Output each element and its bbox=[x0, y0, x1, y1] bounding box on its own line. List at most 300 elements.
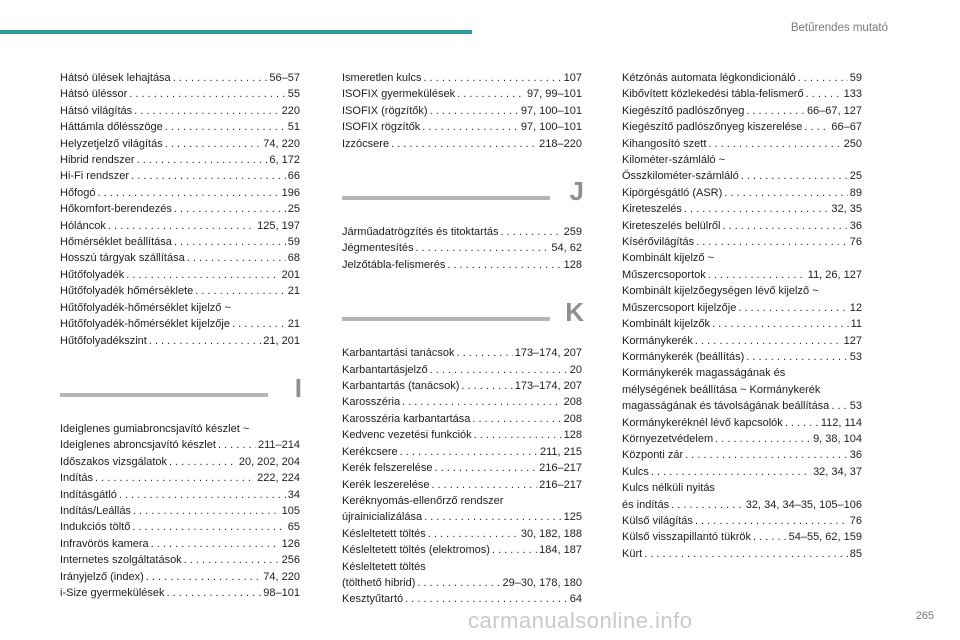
entry-pages: 55 bbox=[287, 88, 300, 101]
index-entry bbox=[60, 201, 300, 217]
dot-leader bbox=[684, 201, 829, 217]
entry-term: Műszercsoportok bbox=[622, 268, 706, 281]
section-letter: I bbox=[294, 372, 302, 403]
index-entry bbox=[60, 454, 300, 470]
entry-pages: 32, 35 bbox=[831, 203, 862, 216]
entry-term: Központi zár bbox=[622, 449, 684, 462]
dot-leader bbox=[195, 283, 285, 299]
dot-leader bbox=[174, 201, 286, 217]
index-entry bbox=[60, 234, 300, 250]
entry-term: Kormánykeréknél lévő kapcsolók bbox=[622, 416, 783, 429]
entry-term: magasságának és távolságának beállítása bbox=[622, 400, 830, 413]
index-entry bbox=[622, 333, 862, 349]
entry-term: Hőmérséklet beállítása bbox=[60, 236, 172, 249]
entry-pages: 125, 197 bbox=[257, 219, 300, 232]
entry-term: ISOFIX rögzítők bbox=[342, 121, 421, 134]
dot-leader bbox=[165, 136, 262, 152]
dot-leader bbox=[423, 70, 561, 86]
entry-pages: 9, 38, 104 bbox=[813, 432, 862, 445]
dot-leader bbox=[218, 437, 256, 453]
entry-pages: 250 bbox=[843, 137, 862, 150]
page-number: 265 bbox=[915, 610, 934, 622]
entry-pages: 85 bbox=[849, 547, 862, 560]
index-entry bbox=[342, 411, 582, 427]
dot-leader bbox=[151, 536, 280, 552]
entry-term: újrainicializálása bbox=[342, 511, 423, 524]
dot-leader bbox=[131, 168, 286, 184]
entry-pages: 30, 182, 188 bbox=[520, 527, 582, 540]
entry-pages: 21, 201 bbox=[263, 334, 300, 347]
index-entry bbox=[342, 575, 582, 591]
dot-leader bbox=[134, 103, 279, 119]
entry-pages: 173–174, 207 bbox=[514, 347, 582, 360]
index-entry bbox=[622, 349, 862, 365]
entry-pages: 256 bbox=[281, 554, 300, 567]
entry-pages: 127 bbox=[843, 334, 862, 347]
dot-leader bbox=[741, 168, 848, 184]
dot-leader bbox=[708, 267, 806, 283]
dot-leader bbox=[430, 362, 568, 378]
index-entry bbox=[622, 103, 862, 119]
entry-pages: 128 bbox=[563, 429, 582, 442]
dot-leader bbox=[746, 103, 805, 119]
entry-pages: 128 bbox=[563, 258, 582, 271]
entry-term: Kerékcsere bbox=[342, 445, 398, 458]
entry-pages: 107 bbox=[563, 72, 582, 84]
index-entry bbox=[622, 464, 862, 480]
entry-term: (tölthető hibrid) bbox=[342, 576, 416, 589]
entry-pages: 211, 215 bbox=[539, 445, 582, 458]
entry-term: Jelzőtábla-felismerés bbox=[342, 258, 446, 271]
entry-term: Kormánykerék (beállítás) bbox=[622, 350, 745, 363]
entry-pages: 12 bbox=[849, 301, 862, 314]
dot-leader bbox=[428, 526, 519, 542]
entry-pages: 216–217 bbox=[539, 478, 582, 491]
entry-term: Műszercsoport kijelzője bbox=[622, 301, 737, 314]
entry-pages: 105 bbox=[281, 504, 300, 517]
index-entry bbox=[60, 585, 300, 601]
dot-leader bbox=[722, 218, 847, 234]
entry-pages: 36 bbox=[849, 219, 862, 232]
entry-term: Hi-Fi rendszer bbox=[60, 170, 130, 183]
dot-leader bbox=[831, 398, 847, 414]
entry-term: Karbantartás (tanácsok) bbox=[342, 380, 460, 393]
index-entry bbox=[622, 497, 862, 513]
entry-term: Hűtőfolyadékszint bbox=[60, 334, 147, 347]
index-entry bbox=[622, 480, 862, 496]
entry-term: Késleltetett töltés bbox=[342, 527, 426, 540]
dot-leader bbox=[133, 503, 280, 519]
entry-pages: 36 bbox=[849, 449, 862, 462]
dot-leader bbox=[712, 316, 849, 332]
entry-term: Hűtőfolyadék-hőmérséklet kijelző ~ bbox=[60, 301, 231, 314]
index-entry bbox=[60, 168, 300, 184]
dot-leader bbox=[738, 300, 847, 316]
entry-pages: 54–55, 62, 159 bbox=[788, 531, 862, 544]
index-entry bbox=[60, 333, 300, 349]
entry-pages: 66 bbox=[287, 170, 300, 183]
dot-leader bbox=[715, 431, 811, 447]
index-entry bbox=[342, 136, 582, 152]
index-entry bbox=[60, 316, 300, 332]
entry-term: Ideiglenes abroncsjavító készlet bbox=[60, 439, 216, 452]
entry-term: Indítás/Leállás bbox=[60, 504, 131, 517]
index-entry bbox=[342, 493, 582, 509]
index-entry bbox=[342, 362, 582, 378]
index-entry bbox=[342, 103, 582, 119]
entry-term: Kormánykerék magasságának és bbox=[622, 367, 786, 380]
section-divider bbox=[60, 365, 300, 415]
dot-leader bbox=[671, 497, 744, 513]
dot-leader bbox=[95, 470, 255, 486]
index-entry bbox=[622, 529, 862, 545]
dot-leader bbox=[746, 349, 847, 365]
dot-leader bbox=[405, 591, 568, 607]
entry-pages: 68 bbox=[287, 252, 300, 265]
index-column-3 bbox=[622, 70, 862, 562]
entry-term: ISOFIX gyermekülések bbox=[342, 88, 456, 101]
section-divider bbox=[342, 168, 582, 218]
entry-term: Karbantartásjelző bbox=[342, 363, 428, 376]
index-entry bbox=[60, 519, 300, 535]
entry-term: Kihangosító szett bbox=[622, 137, 707, 150]
index-entry bbox=[60, 503, 300, 519]
index-entry bbox=[60, 437, 300, 453]
entry-term: Izzócsere bbox=[342, 137, 390, 150]
entry-pages: 97, 99–101 bbox=[526, 88, 582, 101]
entry-term: Kilométer-számláló ~ bbox=[622, 154, 726, 167]
running-head-title: Betűrendes mutató bbox=[790, 22, 888, 34]
index-entry bbox=[60, 250, 300, 266]
index-entry bbox=[60, 470, 300, 486]
entry-pages: 25 bbox=[287, 203, 300, 216]
section-divider bbox=[342, 289, 582, 339]
dot-leader bbox=[461, 378, 512, 394]
entry-term: Hőfogó bbox=[60, 186, 96, 199]
dot-leader bbox=[132, 519, 285, 535]
index-column-1 bbox=[60, 70, 300, 601]
dot-leader bbox=[753, 529, 787, 545]
entry-pages: 51 bbox=[287, 121, 300, 134]
header-accent-bar bbox=[0, 30, 472, 34]
entry-pages: 21 bbox=[287, 318, 300, 331]
entry-term: Helyzetjelző világítás bbox=[60, 137, 163, 150]
index-column-2 bbox=[342, 70, 582, 608]
dot-leader bbox=[457, 86, 525, 102]
dot-leader bbox=[435, 460, 538, 476]
index-entry bbox=[342, 345, 582, 361]
dot-leader bbox=[806, 86, 842, 102]
index-entry bbox=[342, 224, 582, 240]
index-entry bbox=[622, 513, 862, 529]
entry-pages: 11 bbox=[850, 318, 862, 331]
entry-term: Kipörgésgátló (ASR) bbox=[622, 186, 723, 199]
entry-term: Hűtőfolyadék-hőmérséklet kijelzője bbox=[60, 318, 230, 331]
dot-leader bbox=[184, 552, 280, 568]
index-entry bbox=[342, 257, 582, 273]
entry-pages: 222, 224 bbox=[257, 472, 300, 485]
entry-pages: 66–67 bbox=[831, 121, 862, 134]
index-entry bbox=[60, 552, 300, 568]
dot-leader bbox=[708, 136, 841, 152]
dot-leader bbox=[474, 427, 562, 443]
entry-pages: 25 bbox=[849, 170, 862, 183]
entry-term: Hátsó világítás bbox=[60, 104, 133, 117]
index-entry bbox=[622, 447, 862, 463]
index-entry bbox=[622, 86, 862, 102]
entry-pages: 20, 202, 204 bbox=[238, 455, 300, 468]
dot-leader bbox=[447, 257, 561, 273]
index-entry bbox=[622, 250, 862, 266]
entry-term: Kísérővilágítás bbox=[622, 236, 695, 249]
entry-term: Hosszú tárgyak szállítása bbox=[60, 252, 185, 265]
dot-leader bbox=[137, 152, 268, 168]
dot-leader bbox=[685, 447, 848, 463]
dot-leader bbox=[165, 119, 286, 135]
dot-leader bbox=[402, 394, 562, 410]
entry-term: Keréknyomás-ellenőrző rendszer bbox=[342, 494, 504, 507]
entry-term: Karosszéria bbox=[342, 396, 401, 409]
entry-pages: 59 bbox=[849, 72, 862, 84]
entry-term: Jégmentesítés bbox=[342, 242, 414, 255]
entry-term: Késleltetett töltés (elektromos) bbox=[342, 544, 490, 557]
entry-term: i-Size gyermekülések bbox=[60, 586, 165, 599]
index-entry bbox=[622, 218, 862, 234]
index-entry bbox=[60, 569, 300, 585]
dot-leader bbox=[695, 333, 842, 349]
dot-leader bbox=[695, 513, 848, 529]
entry-pages: 126 bbox=[281, 537, 300, 550]
entry-term: Kulcs nélküli nyitás bbox=[622, 482, 715, 495]
dot-leader bbox=[149, 333, 261, 349]
entry-term: Irányjelző (index) bbox=[60, 570, 144, 583]
index-entry bbox=[342, 427, 582, 443]
entry-term: Kerék leszerelése bbox=[342, 478, 430, 491]
entry-term: Járműadatrögzítés és titoktartás bbox=[342, 226, 499, 239]
entry-term: Kesztyűtartó bbox=[342, 593, 404, 606]
index-entry bbox=[342, 591, 582, 607]
entry-term: Hibrid rendszer bbox=[60, 154, 135, 167]
section-rule bbox=[342, 317, 550, 321]
index-entry bbox=[342, 509, 582, 525]
dot-leader bbox=[430, 103, 519, 119]
entry-term: Hátsó ülések lehajtása bbox=[60, 72, 171, 84]
dot-leader bbox=[169, 454, 237, 470]
section-letter: K bbox=[565, 297, 584, 328]
entry-term: Környezetvédelem bbox=[622, 432, 714, 445]
index-entry bbox=[60, 536, 300, 552]
dot-leader bbox=[391, 136, 537, 152]
index-entry bbox=[622, 283, 862, 299]
dot-leader bbox=[501, 224, 562, 240]
index-entry bbox=[60, 283, 300, 299]
entry-term: mélységének beállítása ~ Kormánykerék bbox=[622, 383, 821, 396]
entry-term: Időszakos vizsgálatok bbox=[60, 455, 167, 468]
entry-pages: 29–30, 178, 180 bbox=[502, 576, 582, 589]
dot-leader bbox=[644, 546, 848, 562]
entry-term: Hőkomfort-berendezés bbox=[60, 203, 172, 216]
entry-term: Ideiglenes gumiabroncsjavító készlet ~ bbox=[60, 422, 250, 435]
entry-term: Kireteszelés belülről bbox=[622, 219, 721, 232]
entry-term: Kombinált kijelzőegységen lévő kijelző ~ bbox=[622, 285, 819, 298]
entry-term: Kürt bbox=[622, 547, 643, 560]
entry-term: Kibővített közlekedési tábla-felismerő bbox=[622, 88, 804, 101]
index-entry bbox=[622, 136, 862, 152]
entry-term: Hátsó üléssor bbox=[60, 88, 128, 101]
entry-pages: 6, 172 bbox=[269, 154, 300, 167]
index-entry bbox=[60, 487, 300, 503]
entry-term: Összkilométer-számláló bbox=[622, 170, 739, 183]
entry-pages: 218–220 bbox=[539, 137, 582, 150]
index-entry bbox=[622, 546, 862, 562]
entry-term: Kedvenc vezetési funkciók bbox=[342, 429, 472, 442]
entry-pages: 112, 114 bbox=[820, 416, 862, 429]
entry-pages: 65 bbox=[287, 521, 300, 534]
index-entry bbox=[622, 431, 862, 447]
index-entry bbox=[342, 394, 582, 410]
entry-term: Kireteszelés bbox=[622, 203, 682, 216]
dot-leader bbox=[651, 464, 811, 480]
index-entry bbox=[342, 240, 582, 256]
entry-term: Infravörös kamera bbox=[60, 537, 149, 550]
entry-term: Kombinált kijelző ~ bbox=[622, 252, 715, 265]
entry-term: Hóláncok bbox=[60, 219, 106, 232]
dot-leader bbox=[174, 234, 286, 250]
dot-leader bbox=[804, 119, 829, 135]
entry-pages: 20 bbox=[569, 363, 582, 376]
entry-term: Késleltetett töltés bbox=[342, 560, 426, 573]
dot-leader bbox=[492, 542, 537, 558]
index-entry bbox=[342, 86, 582, 102]
entry-pages: 184, 187 bbox=[539, 544, 582, 557]
entry-pages: 220 bbox=[281, 104, 300, 117]
index-entry bbox=[622, 267, 862, 283]
entry-pages: 53 bbox=[849, 400, 862, 413]
dot-leader bbox=[417, 575, 500, 591]
entry-term: ISOFIX (rögzítők) bbox=[342, 104, 428, 117]
index-entry bbox=[60, 185, 300, 201]
index-entry bbox=[60, 86, 300, 102]
section-rule bbox=[60, 393, 268, 397]
entry-term: Hűtőfolyadék bbox=[60, 268, 125, 281]
entry-term: Kiegészítő padlószőnyeg bbox=[622, 104, 745, 117]
entry-term: Karosszéria karbantartása bbox=[342, 412, 471, 425]
entry-pages: 208 bbox=[563, 412, 582, 425]
entry-term: Indításgátló bbox=[60, 488, 117, 501]
index-entry bbox=[342, 70, 582, 86]
entry-term: Kiegészítő padlószőnyeg kiszerelése bbox=[622, 121, 803, 134]
section-rule bbox=[342, 196, 550, 200]
dot-leader bbox=[119, 487, 286, 503]
dot-leader bbox=[431, 477, 537, 493]
index-entry bbox=[342, 378, 582, 394]
entry-pages: 173–174, 207 bbox=[514, 380, 582, 393]
entry-term: Internetes szolgáltatások bbox=[60, 554, 182, 567]
entry-pages: 21 bbox=[287, 285, 300, 298]
dot-leader bbox=[97, 185, 279, 201]
index-entry bbox=[622, 382, 862, 398]
index-entry bbox=[60, 70, 300, 86]
entry-pages: 211–214 bbox=[257, 439, 300, 452]
index-entry bbox=[60, 218, 300, 234]
index-entry bbox=[622, 398, 862, 414]
section-letter: J bbox=[569, 176, 584, 207]
entry-pages: 56–57 bbox=[269, 72, 300, 84]
index-entry bbox=[622, 152, 862, 168]
index-entry bbox=[342, 559, 582, 575]
entry-term: Kulcs bbox=[622, 465, 649, 478]
entry-pages: 32, 34, 34–35, 105–106 bbox=[745, 498, 862, 511]
entry-pages: 97, 100–101 bbox=[520, 121, 582, 134]
entry-pages: 66–67, 127 bbox=[806, 104, 862, 117]
entry-pages: 53 bbox=[849, 350, 862, 363]
index-entry bbox=[60, 103, 300, 119]
entry-pages: 34 bbox=[287, 488, 300, 501]
index-entry bbox=[342, 477, 582, 493]
entry-term: Hűtőfolyadék hőmérséklete bbox=[60, 285, 194, 298]
index-entry bbox=[622, 119, 862, 135]
watermark-text: carmanualsonline.info bbox=[468, 608, 693, 633]
index-entry bbox=[342, 119, 582, 135]
dot-leader bbox=[167, 585, 262, 601]
entry-term: Háttámla dőlésszöge bbox=[60, 121, 163, 134]
entry-term: Ismeretlen kulcs bbox=[342, 72, 422, 84]
entry-term: Külső visszapillantó tükrök bbox=[622, 531, 752, 544]
dot-leader bbox=[798, 70, 848, 86]
dot-leader bbox=[785, 415, 819, 431]
index-entry bbox=[622, 70, 862, 86]
dot-leader bbox=[146, 569, 262, 585]
dot-leader bbox=[232, 316, 286, 332]
index-entry bbox=[60, 136, 300, 152]
entry-pages: 216–217 bbox=[539, 462, 582, 475]
entry-pages: 259 bbox=[563, 226, 582, 239]
index-entry bbox=[622, 365, 862, 381]
index-entry bbox=[622, 201, 862, 217]
dot-leader bbox=[126, 267, 279, 283]
index-entry bbox=[622, 300, 862, 316]
entry-pages: 74, 220 bbox=[263, 570, 300, 583]
entry-term: Indítás bbox=[60, 472, 94, 485]
entry-pages: 11, 26, 127 bbox=[807, 268, 862, 281]
index-entry bbox=[60, 300, 300, 316]
index-entry bbox=[622, 168, 862, 184]
index-entry bbox=[622, 316, 862, 332]
index-entry bbox=[622, 185, 862, 201]
index-entry bbox=[60, 267, 300, 283]
dot-leader bbox=[472, 411, 561, 427]
entry-pages: 201 bbox=[281, 268, 300, 281]
entry-pages: 54, 62 bbox=[551, 242, 582, 255]
index-entry bbox=[622, 234, 862, 250]
index-entry bbox=[342, 526, 582, 542]
index-entry bbox=[342, 460, 582, 476]
entry-pages: 125 bbox=[563, 511, 582, 524]
entry-pages: 98–101 bbox=[263, 586, 300, 599]
index-entry bbox=[60, 421, 300, 437]
entry-pages: 64 bbox=[569, 593, 582, 606]
entry-term: Kétzónás automata légkondicionáló bbox=[622, 72, 796, 84]
entry-pages: 76 bbox=[849, 236, 862, 249]
index-entry bbox=[60, 152, 300, 168]
dot-leader bbox=[108, 218, 255, 234]
dot-leader bbox=[400, 444, 538, 460]
entry-term: Kombinált kijelzők bbox=[622, 318, 711, 331]
entry-pages: 196 bbox=[281, 186, 300, 199]
entry-term: Indukciós töltő bbox=[60, 521, 131, 534]
entry-term: és indítás bbox=[622, 498, 670, 511]
index-entry bbox=[342, 444, 582, 460]
